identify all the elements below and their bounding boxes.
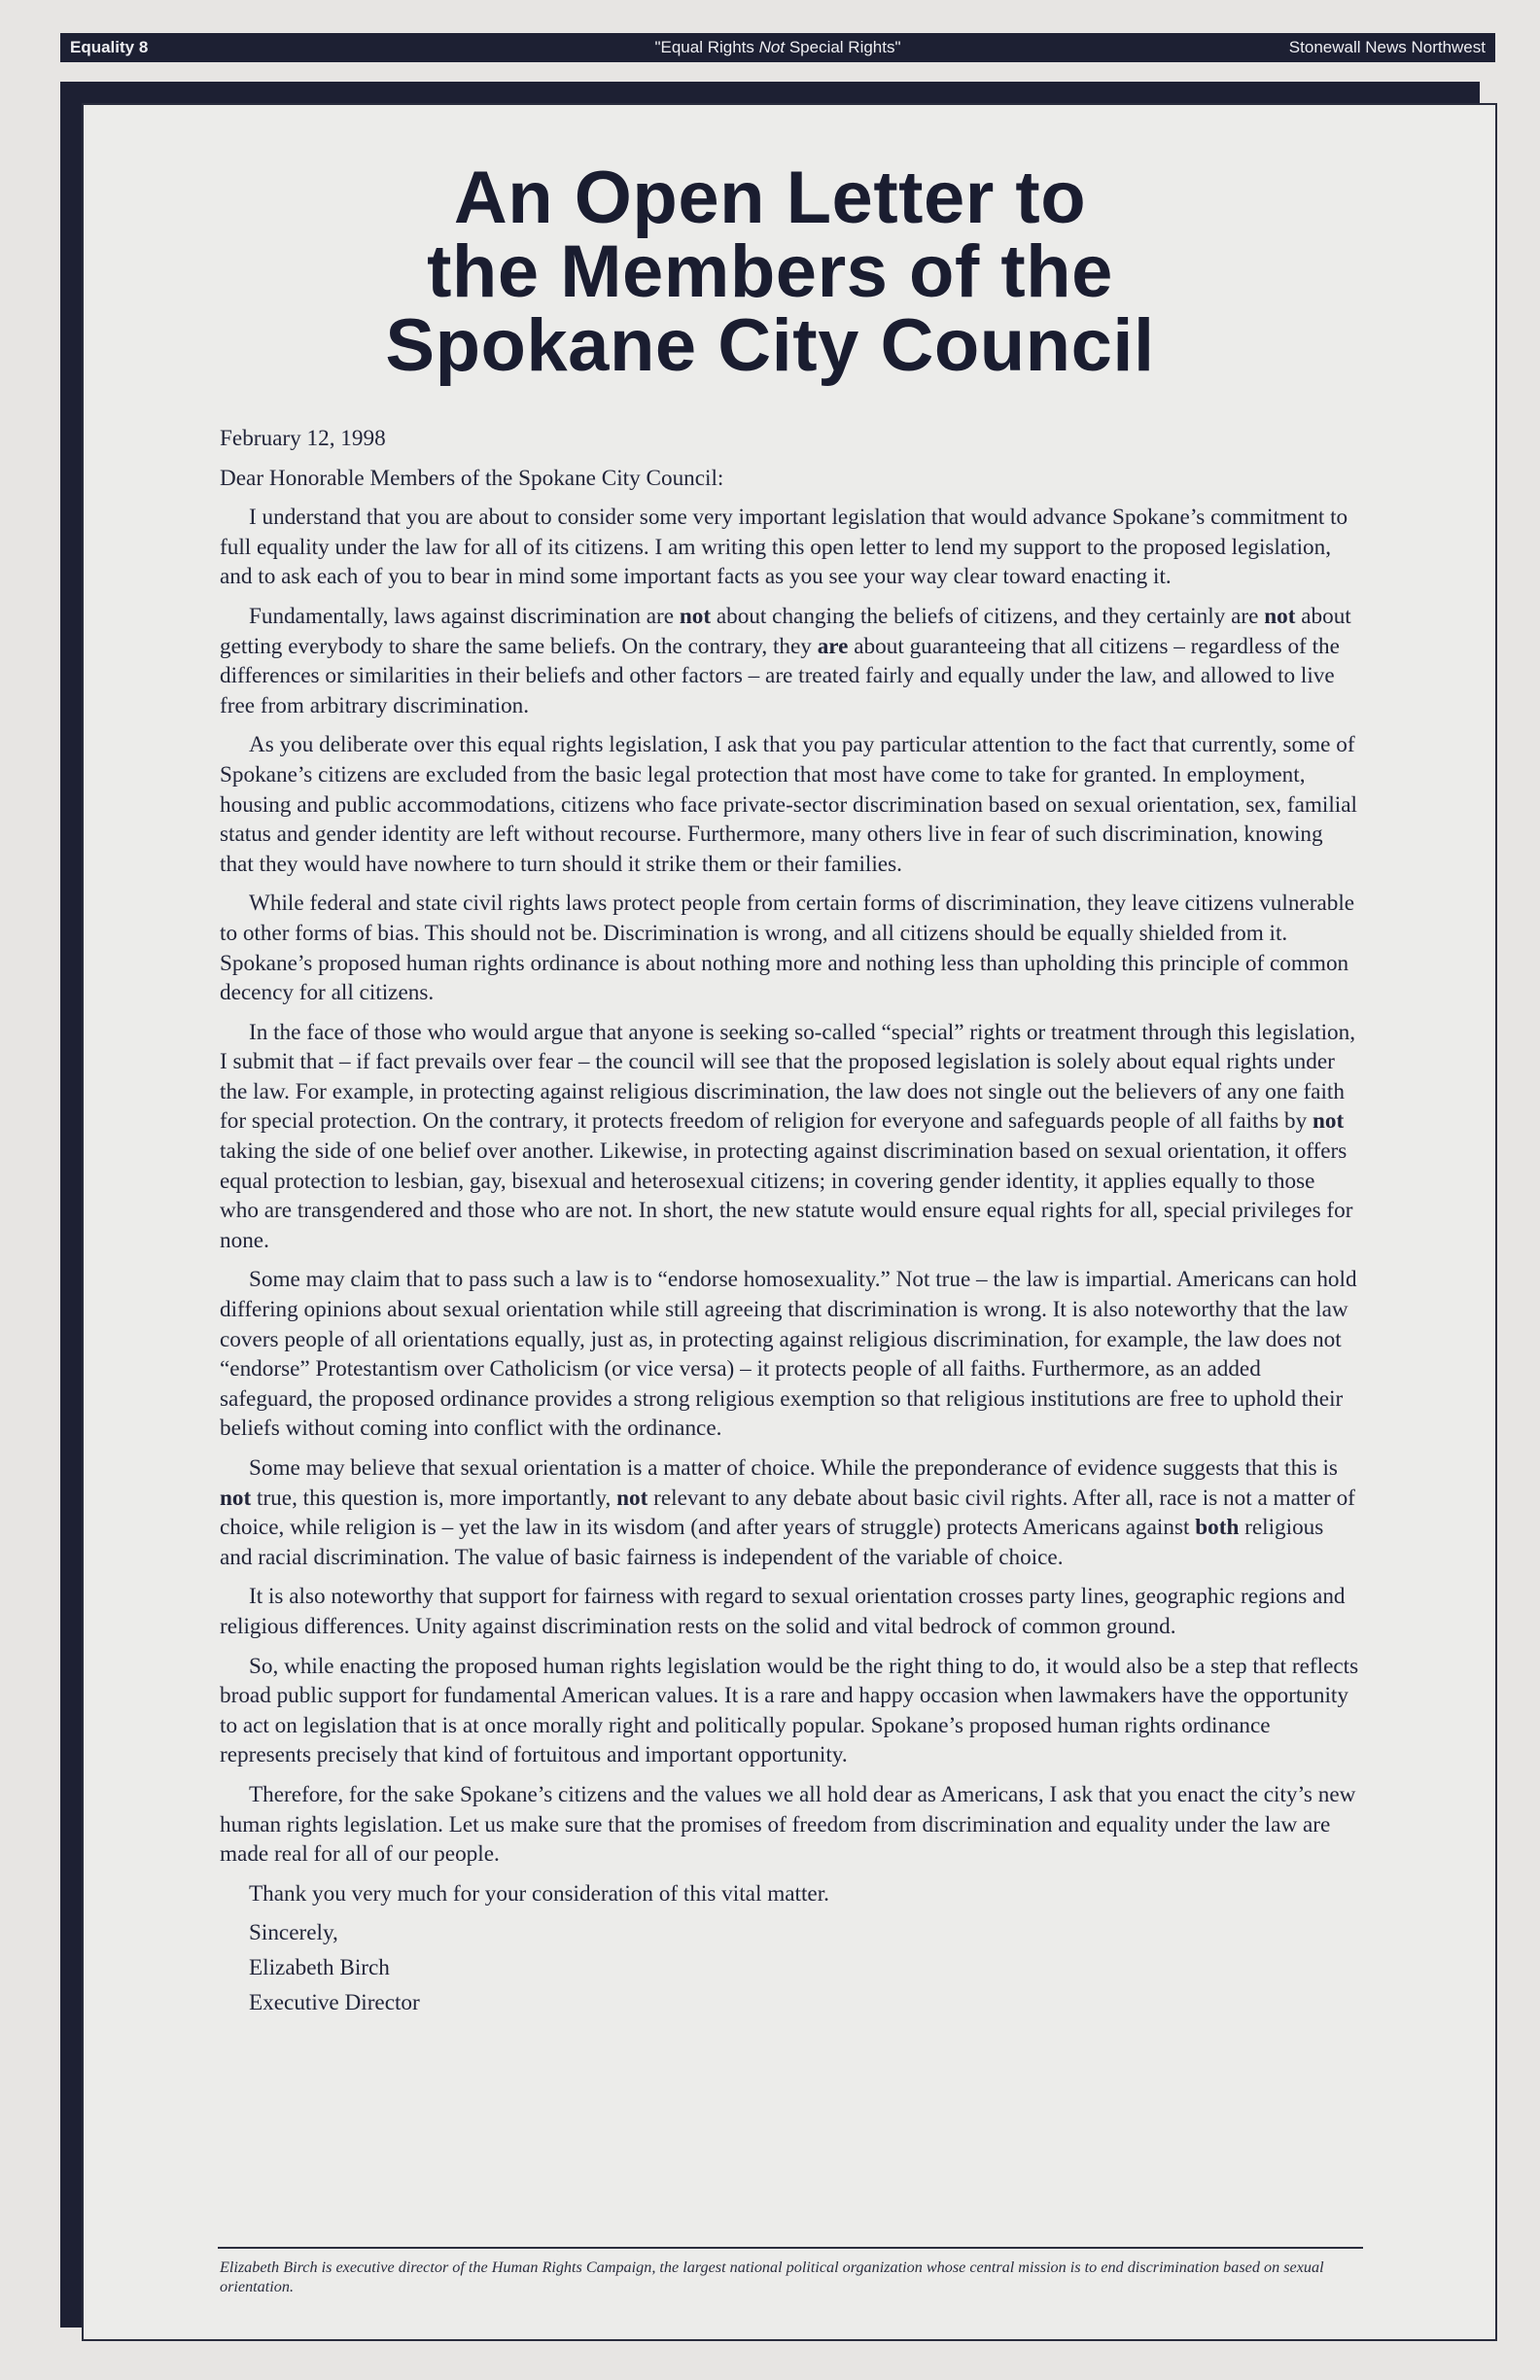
paragraph-10: Therefore, for the sake Spokane’s citizens and the values we all hold dear as Americans, I ask that you enact the city’s new human rights legislation. Let us make sure that the promises of freedom from discrimination and equality under the law are made real for all of our people.: [220, 1781, 1356, 1868]
title-line-2: the Members of the: [427, 230, 1113, 313]
closing-salutation: Sincerely,: [249, 1920, 338, 1946]
letter-closing: [220, 1918, 1359, 2017]
footnote-divider: [218, 2247, 1363, 2249]
letter-body: [220, 424, 1359, 2022]
paragraph-3: As you deliberate over this equal rights legislation, I ask that you pay particular attention to the fact that currently, some of Spokane’s citizens are excluded from the basic legal protection that most have come to take for granted. In employment, housing and public accommodations, citizens who face private-sector discrimination based on sexual orientation, sex, familial status and gender identity are left without recourse. Furthermore, many others live in fear of such discrimination, knowing that they would have nowhere to turn should it strike them or their families.: [220, 732, 1357, 877]
paragraph-5: In the face of those who would argue that anyone is seeking so-called “special” rights or treatment through this legislation, I submit that – if fact prevails over fear – the council will see that the proposed legislation is solely about equal rights under the law. For example, in protecting against religious discrimination, the law does not single out the believers of any one faith for special protection. On the contrary, it protects freedom of religion for everyone and safeguards people of all faiths by not taking the side of one belief over another. Likewise, in protecting against discrimination based on sexual orientation, it offers equal protection to lesbian, gay, bisexual and heterosexual citizens; in covering gender identity, it applies equally to those who are transgendered and those who are not. In short, the new statute would ensure equal rights for all, special privileges for none.: [220, 1019, 1356, 1253]
paragraph-1: I understand that you are about to consider some very important legislation that would advance Spokane’s commitment to full equality under the law for all of its citizens. I am writing this open letter to lend my support to the proposed legislation, and to ask each of you to bear in mind some important facts as you see your way clear toward enacting it.: [220, 505, 1348, 590]
paragraph-4: While federal and state civil rights laws protect people from certain forms of discrimination, they leave citizens vulnerable to other forms of bias. This should not be. Discrimination is wrong, and all citizens should be equally shielded from it. Spokane’s proposed human rights ordinance is about nothing more and nothing less than upholding this principle of common decency for all citizens.: [220, 891, 1355, 1006]
paragraph-7: Some may believe that sexual orientation is a matter of choice. While the preponderance of evidence suggests that this is not true, this question is, more importantly, not relevant to any debate about basic civil rights. After all, race is not a matter of choice, while religion is – yet the law in its wisdom (and after years of struggle) protects Americans against both religious and racial discrimination. The value of basic fairness is independent of the variable of choice.: [220, 1455, 1355, 1570]
paragraph-6: Some may claim that to pass such a law is to “endorse homosexuality.” Not true – the law is impartial. Americans can hold differing opinions about sexual orientation while still agreeing that discrimination is wrong. It is also noteworthy that the law covers people of all orientations equally, just as, in protecting against religious discrimination, for example, the law does not “endorse” Protestantism over Catholicism (or vice versa) – it protects people of all faiths. Furthermore, as an added safeguard, the proposed ordinance provides a strong religious exemption so that religious institutions are free to uphold their beliefs without coming into conflict with the ordinance.: [220, 1267, 1357, 1442]
author-footnote: Elizabeth Birch is executive director of the Human Rights Campaign, the largest national political organization whose central mission is to end discrimination based on sexual orientation.: [220, 2258, 1324, 2295]
paragraph-8: It is also noteworthy that support for fairness with regard to sexual orientation crosses party lines, geographic regions and religious differences. Unity against discrimination rests on the solid and vital bedrock of common ground.: [220, 1584, 1346, 1639]
title-line-3: Spokane City Council: [385, 304, 1155, 387]
signer-name: Elizabeth Birch: [249, 1954, 390, 1980]
newspaper-header-bar: [60, 33, 1495, 62]
section-page-label: Equality 8: [70, 38, 149, 56]
letter-title: [0, 157, 1540, 387]
frame-shadow-top: [60, 82, 1480, 103]
paragraph-9: So, while enacting the proposed human rights legislation would be the right thing to do, it would also be a step that reflects broad public support for fundamental American values. It is a rare and happy occasion when lawmakers have the opportunity to act on legislation that is at once morally right and politically popular. Spokane’s proposed human rights ordinance represents precisely that kind of fortuitous and important opportunity.: [220, 1653, 1359, 1768]
title-line-1: An Open Letter to: [453, 157, 1087, 239]
paragraph-2: Fundamentally, laws against discrimination are not about changing the beliefs of citizens, and they certainly are not about getting everybody to share the same beliefs. On the contrary, they are about guaranteeing that all citizens – regardless of the differences or similarities in their beliefs and other factors – are treated fairly and equally under the law, and allowed to live free from arbitrary discrimination.: [220, 603, 1351, 718]
letter-salutation: Dear Honorable Members of the Spokane City Council:: [220, 465, 724, 491]
letter-date: February 12, 1998: [220, 426, 386, 451]
frame-shadow-left: [60, 82, 82, 2328]
paragraph-11: Thank you very much for your consideration of this vital matter.: [249, 1880, 829, 1907]
publication-name: Stonewall News Northwest: [1288, 38, 1486, 56]
header-slogan: "Equal Rights Not Special Rights": [654, 38, 901, 56]
signer-title: Executive Director: [249, 1989, 420, 2015]
